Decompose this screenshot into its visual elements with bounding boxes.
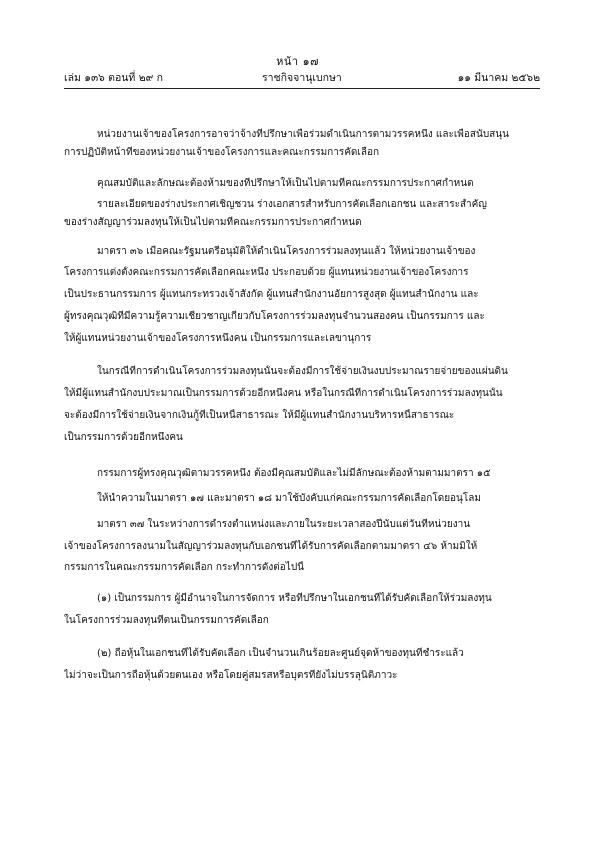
text-line: เป็นกรรมการด้วยอีกหนึ่งคน (64, 432, 183, 443)
text-line: กรรมการผู้ทรงคุณวุฒิตามวรรคหนึ่ง ต้องมีคุณสมบัติและไม่มีลักษณะต้องห้ามตามมาตรา ๑๕ (97, 468, 491, 479)
text-line: ให้ผู้แทนหน่วยงานเจ้าของโครงการหนึ่งคน เป็นกรรมการและเลขานุการ (64, 333, 372, 344)
text-line: ในกรณีที่การดำเนินโครงการร่วมลงทุนนั้นจะต้องมีการใช้จ่ายเงินงบประมาณรายจ่ายของแผ่นดิน (97, 366, 508, 377)
text-line: (๑) เป็นกรรมการ ผู้มีอำนาจในการจัดการ หรือที่ปรึกษาในเอกชนที่ได้รับคัดเลือกให้ร่วมลงทุน (97, 593, 492, 604)
text-line: คุณสมบัติและลักษณะต้องห้ามของที่ปรึกษาให้เป็นไปตามที่คณะกรรมการประกาศกำหนด (97, 178, 474, 189)
text-line: มาตรา ๓๗ ในระหว่างการดำรงตำแหน่งและภายในระยะเวลาสองปีนับแต่วันที่หน่วยงาน (97, 519, 471, 530)
text-line: จะต้องมีการใช้จ่ายเงินจากเงินกู้ที่เป็นหนี้สาธารณะ ให้มีผู้แทนสำนักงานบริหารหนี้สาธารณะ (64, 410, 455, 421)
text-line: รายละเอียดของร่างประกาศเชิญชวน ร่างเอกสารสำหรับการคัดเลือกเอกชน และสาระสำคัญ (97, 199, 487, 210)
page-number: หน้า ๑๗ (276, 55, 319, 68)
text-line: โครงการแต่งตั้งคณะกรรมการคัดเลือกคณะหนึ่ง ประกอบด้วย ผู้แทนหน่วยงานเจ้าของโครงการ (64, 267, 469, 278)
text-line: ไม่ว่าจะเป็นการถือหุ้นด้วยตนเอง หรือโดยคู่สมรสหรือบุตรที่ยังไม่บรรลุนิติภาวะ (64, 670, 398, 681)
text-line: (๒) ถือหุ้นในเอกชนที่ได้รับคัดเลือก เป็นจำนวนเกินร้อยละศูนย์จุดห้าของทุนที่ชำระแล้ว (97, 648, 464, 659)
header-rule (64, 88, 540, 89)
text-line: ในโครงการร่วมลงทุนที่ตนเป็นกรรมการคัดเลือก (64, 615, 269, 626)
text-line: ให้มีผู้แทนสำนักงบประมาณเป็นกรรมการด้วยอีกหนึ่งคน หรือในกรณีที่การดำเนินโครงการร่วมลงทุนนั้น (64, 388, 503, 399)
text-line: ของร่างสัญญาร่วมลงทุนให้เป็นไปตามที่คณะกรรมการประกาศกำหนด (64, 217, 362, 228)
gazette-header (64, 69, 540, 85)
text-line: การปฏิบัติหน้าที่ของหน่วยงานเจ้าของโครงการและคณะกรรมการคัดเลือก (64, 147, 380, 158)
volume-issue: เล่ม ๑๓๖ ตอนที่ ๒๙ ก (64, 72, 163, 84)
text-line: ให้นำความในมาตรา ๑๗ และมาตรา ๑๘ มาใช้บังคับแก่คณะกรรมการคัดเลือกโดยอนุโลม (97, 493, 481, 504)
text-line: เป็นประธานกรรมการ ผู้แทนกระทรวงเจ้าสังกัด ผู้แทนสำนักงานอัยการสูงสุด ผู้แทนสำนักงาน และ (64, 289, 479, 300)
text-line: หน่วยงานเจ้าของโครงการอาจว่าจ้างที่ปรึกษาเพื่อร่วมดำเนินการตามวรรคหนึ่ง และเพื่อสนับสนุน (97, 129, 509, 140)
text-line: เจ้าของโครงการลงนามในสัญญาร่วมลงทุนกับเอกชนที่ได้รับการคัดเลือกตามมาตรา ๔๖ ห้ามมิให้ (64, 541, 478, 552)
publication-date: ๑๑ มีนาคม ๒๕๖๒ (457, 72, 540, 84)
text-line: มาตรา ๓๖ เมื่อคณะรัฐมนตรีอนุมัติให้ดำเนินโครงการร่วมลงทุนแล้ว ให้หน่วยงานเจ้าของ (97, 246, 476, 257)
gazette-title: ราชกิจจานุเบกษา (262, 72, 342, 84)
text-line: กรรมการในคณะกรรมการคัดเลือก กระทำการดังต่อไปนี้ (64, 562, 305, 573)
text-line: ผู้ทรงคุณวุฒิที่มีความรู้ความเชี่ยวชาญเกี่ยวกับโครงการร่วมลงทุนจำนวนสองคน เป็นกรรมการ และ (64, 311, 485, 322)
